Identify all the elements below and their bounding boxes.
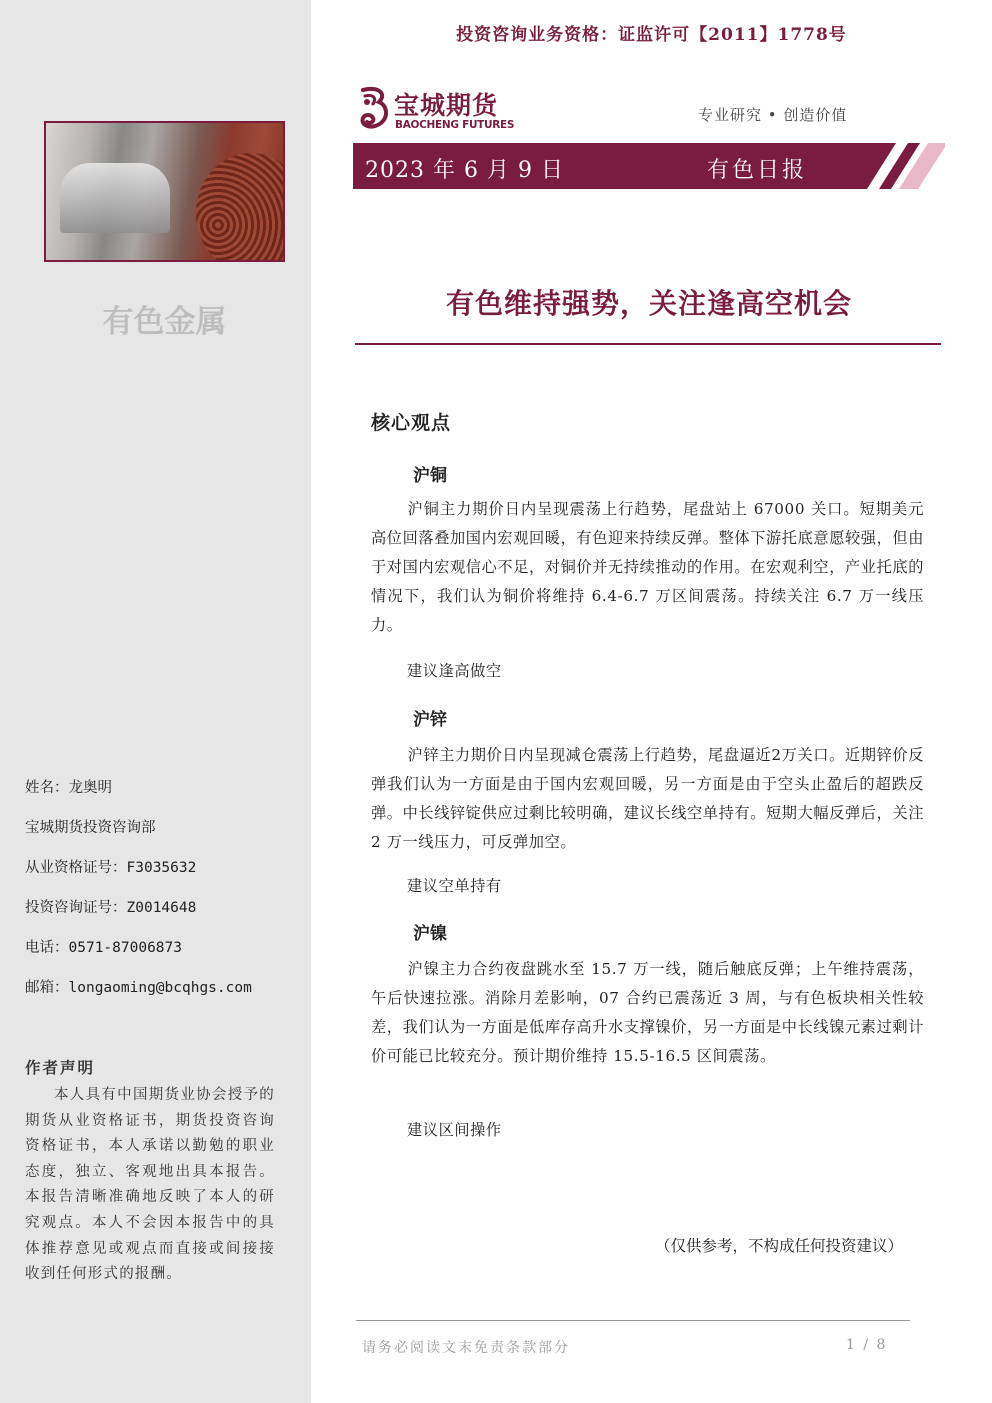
metal-roll-graphic xyxy=(60,163,170,233)
report-type: 有色日报 xyxy=(707,158,808,183)
author-phone: 电话：0571-87006873 xyxy=(25,940,182,956)
sector-label: 有色金属 xyxy=(102,304,227,340)
author-statement-body: 本人具有中国期货业协会授予的期货从业资格证书，期货投资咨询资格证书，本人承诺以勤勉的职业态度，独立、客观地出具本报告。本报告清晰准确地反映了本人的研究观点。本人不会因本报告中的具体推荐意见或观点而直接或间接接收到任何形式的报酬。 xyxy=(25,1087,275,1283)
logo-name-cn: 宝城期货 xyxy=(394,91,499,120)
author-email[interactable]: 邮箱：longaoming@bcqhgs.com xyxy=(25,980,252,996)
baocheng-logo-icon xyxy=(357,86,393,132)
license-text: 投资咨询业务资格：证监许可【2011】1778号 xyxy=(456,25,847,45)
nickel-advice: 建议区间操作 xyxy=(407,1121,502,1139)
headline-divider xyxy=(355,343,941,345)
report-headline: 有色维持强势，关注逢高空机会 xyxy=(445,287,852,320)
company-tagline: 专业研究 • 创造价值 xyxy=(698,106,848,124)
report-date: 2023 年 6 月 9 日 xyxy=(365,158,564,183)
nickel-analysis: 沪镍主力合约夜盘跳水至 15.7 万一线，随后触底反弹；上午维持震荡，午后快速拉涨。消除月差影响，07 合约已震荡近 3 周，与有色板块相关性较差，我们认为一方面是低库存高升水支撑镍价，另一方面是中长线镍元素过剩计价可能已比较充分。预计期价维持 15.5-16.5 区间震荡。 xyxy=(371,960,924,1065)
nickel-title: 沪镍 xyxy=(413,924,447,944)
sidebar xyxy=(0,0,311,1403)
author-consulting-id: 投资咨询证号：Z0014648 xyxy=(25,900,197,916)
logo-name-en: BAOCHENG FUTURES xyxy=(395,119,515,131)
copper-analysis: 沪铜主力期价日内呈现震荡上行趋势，尾盘站上 67000 关口。短期美元高位回落叠加国内宏观回暖，有色迎来持续反弹。整体下游托底意愿较强，但由于对国内宏观信心不足，对铜价并无持续推动的作用。在宏观利空，产业托底的情况下，我们认为铜价将维持 6.4-6.7 万区间震荡。持续关注 6.7 万一线压力。 xyxy=(371,500,924,634)
author-name: 姓名：龙奥明 xyxy=(25,780,112,796)
author-statement-title: 作者声明 xyxy=(25,1058,96,1077)
zinc-analysis: 沪锌主力期价日内呈现减仓震荡上行趋势，尾盘逼近2万关口。近期锌价反弹我们认为一方面是由于国内宏观回暖，另一方面是由于空头止盈后的超跌反弹。中长线锌锭供应过剩比较明确，建议长线空单持有。短期大幅反弹后，关注 2 万一线压力，可反弹加空。 xyxy=(371,746,924,851)
author-department: 宝城期货投资咨询部 xyxy=(25,820,156,836)
core-view-title: 核心观点 xyxy=(371,412,452,434)
company-logo xyxy=(357,86,527,132)
author-info xyxy=(25,776,252,1016)
copper-title: 沪铜 xyxy=(413,466,447,486)
author-qualification-id: 从业资格证号：F3035632 xyxy=(25,860,197,876)
investment-disclaimer: （仅供参考，不构成任何投资建议） xyxy=(655,1237,904,1255)
zinc-advice: 建议空单持有 xyxy=(407,877,502,895)
page-number: 1 / 8 xyxy=(846,1337,888,1353)
copper-coil-graphic xyxy=(196,153,285,262)
footer-note: 请务必阅读文末免责条款部分 xyxy=(362,1340,570,1356)
copper-advice: 建议逢高做空 xyxy=(407,662,502,680)
zinc-title: 沪锌 xyxy=(413,710,447,730)
date-banner xyxy=(353,143,945,189)
footer-divider xyxy=(356,1320,910,1321)
cover-photo xyxy=(44,121,285,262)
